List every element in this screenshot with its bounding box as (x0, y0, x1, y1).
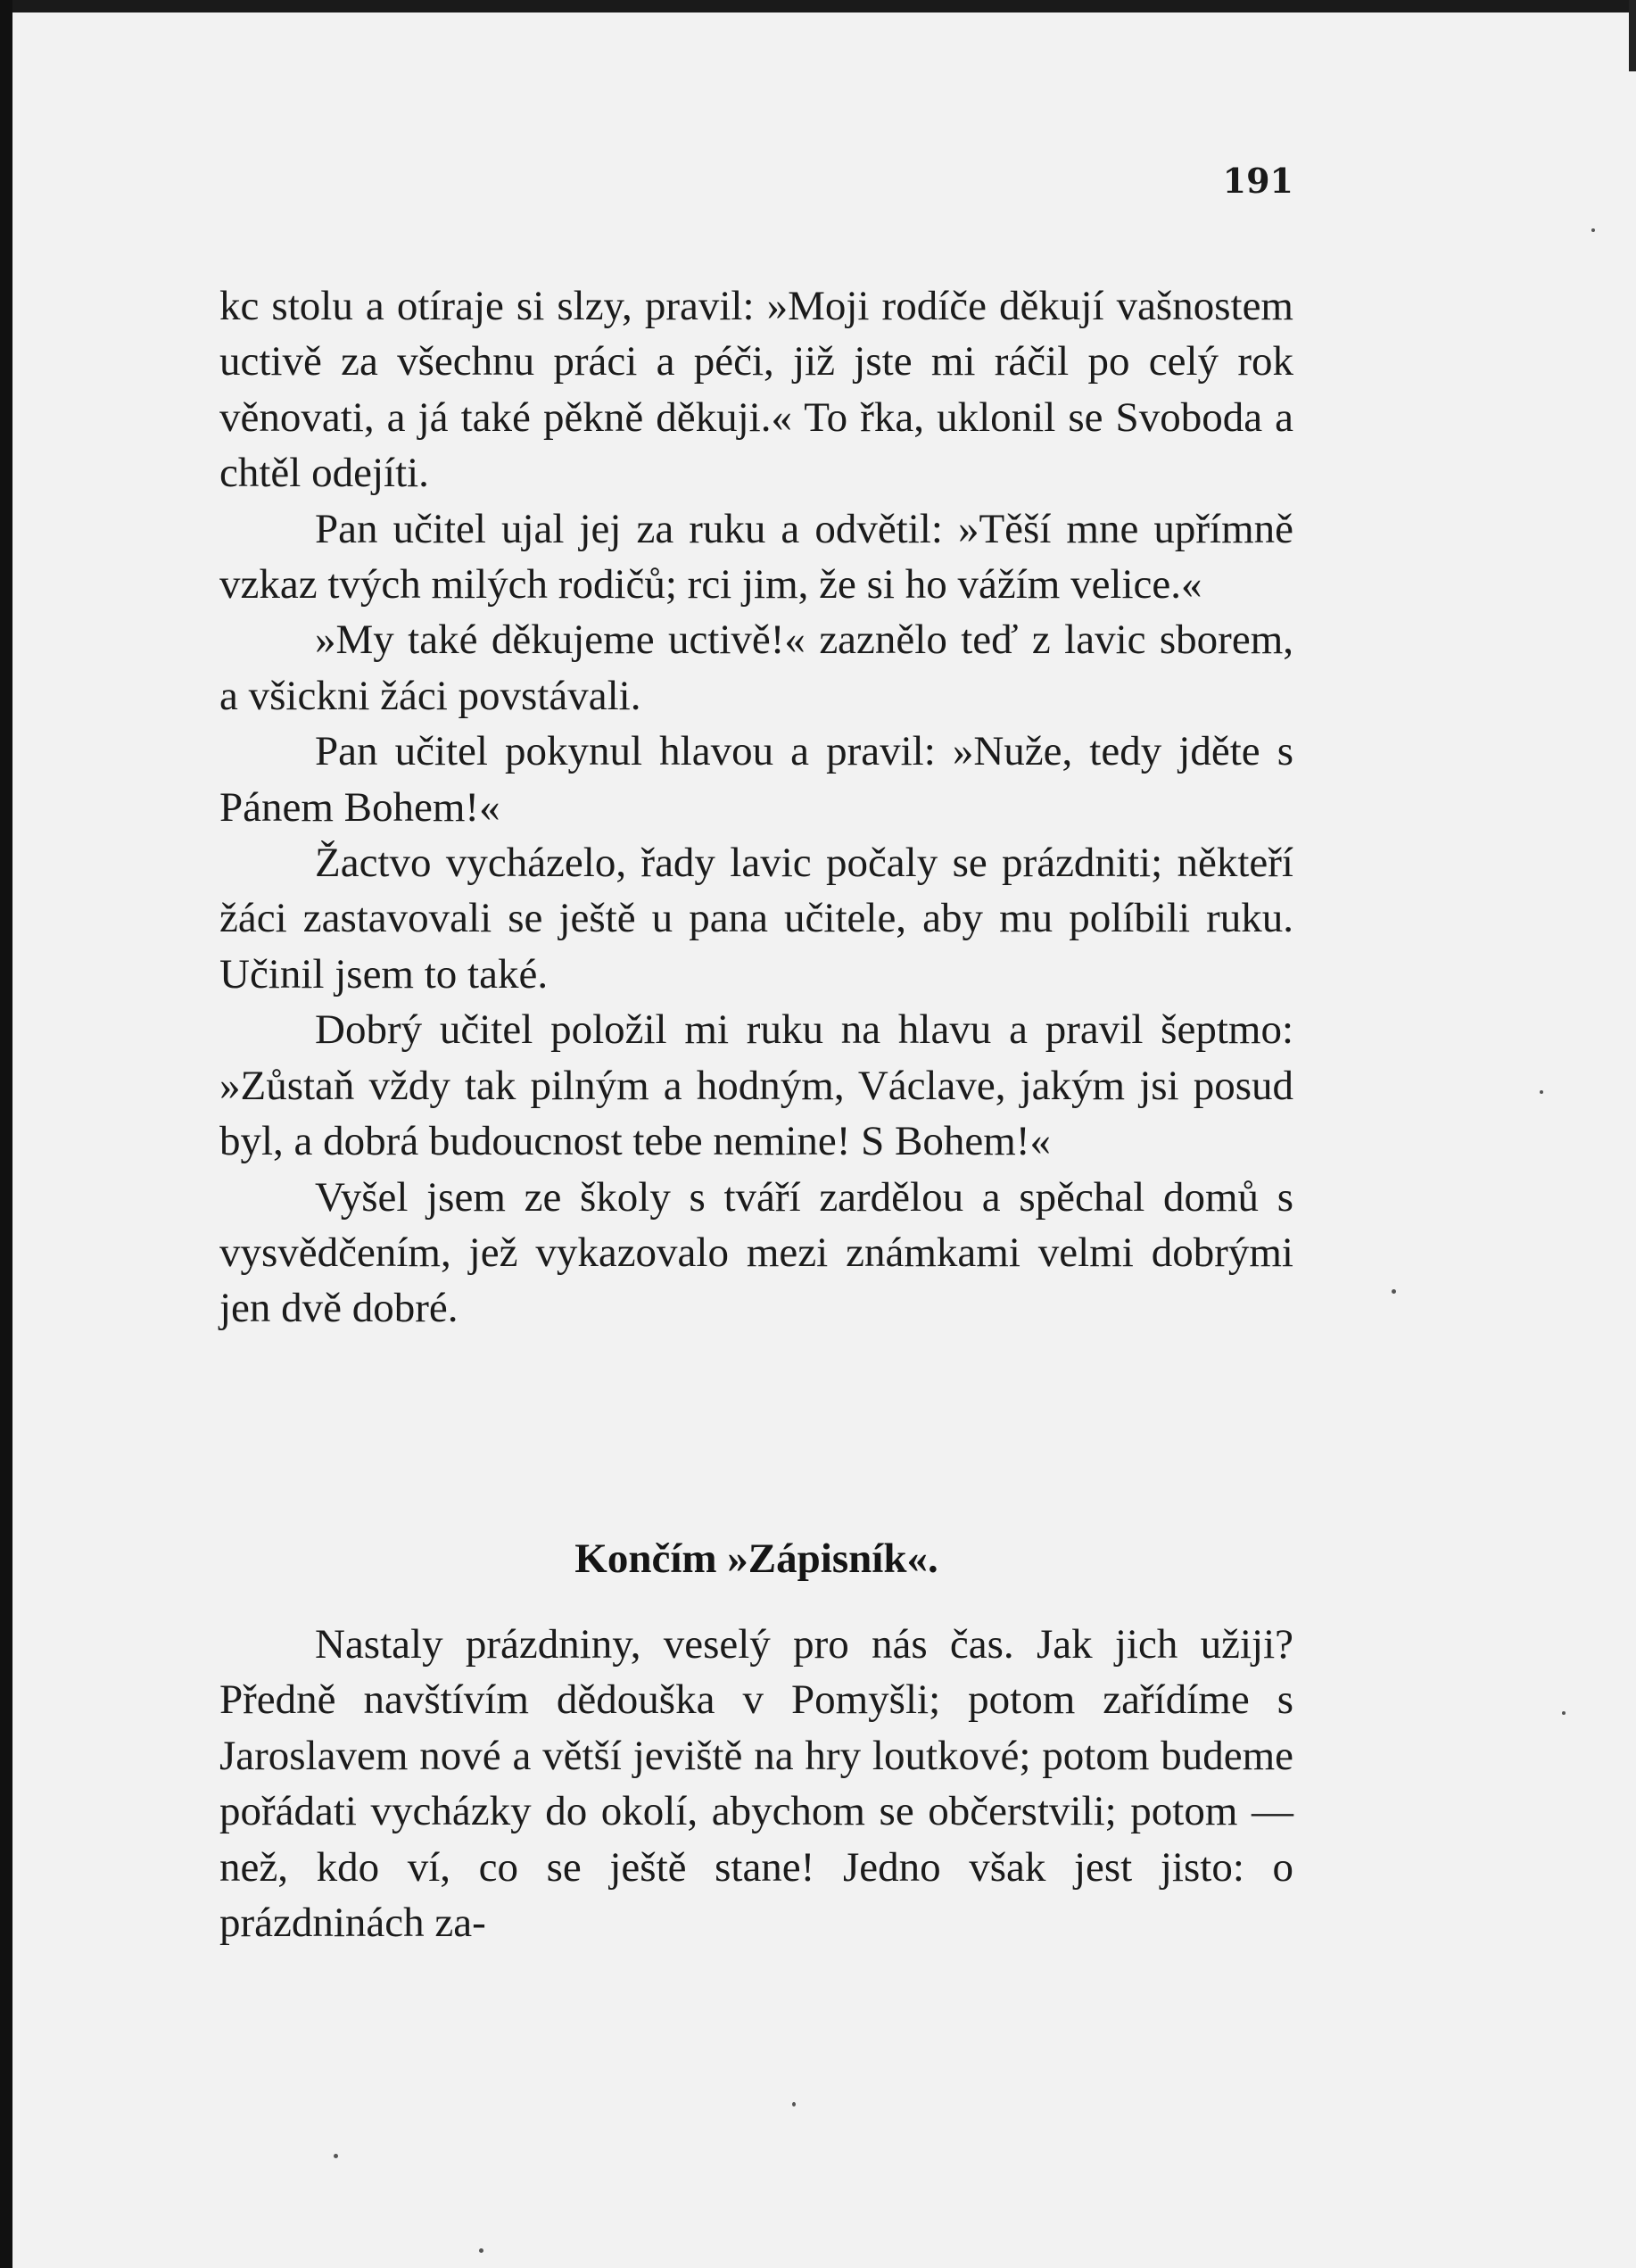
paragraph: Nastaly prázdniny, veselý pro nás čas. Jak jich užiji? Předně navštívím dědouška v Pomyšli; potom zařídíme s Jaroslavem nové a větší jeviště na hry loutkové; potom budeme pořádati vycházky do okolí, abychom se občerstvili; potom — než, kdo ví, co se ještě stane! Jedno však jest jisto: o prázdninách za- (219, 1621, 1293, 1947)
paragraph: Pan učitel pokynul hlavou a pravil: »Nuže, tedy jděte s Pánem Bohem!« (219, 728, 1293, 831)
scan-speck (479, 2248, 483, 2253)
paragraph: Pan učitel ujal jej za ruku a odvětil: »Těší mne upřímně vzkaz tvých milých rodičů; rci jim, že si ho vážím velice.« (219, 505, 1293, 608)
paragraph: »My také děkujeme uctivě!« zaznělo teď z lavic sborem, a všickni žáci povstávali. (219, 617, 1293, 719)
paragraph: Vyšel jsem ze školy s tváří zardělou a spěchal domů s vysvědčením, jež vykazovalo mezi známkami velmi dobrými jen dvě dobré. (219, 1173, 1293, 1332)
scan-speck (1392, 1289, 1396, 1294)
scan-speck (1591, 228, 1595, 232)
scan-speck (334, 2154, 338, 2158)
scan-edge-top (0, 0, 1636, 12)
page-number: 191 (1222, 161, 1293, 201)
paragraph: kc stolu a otíraje si slzy, pravil: »Moji rodíče děkují vašnostem uctivě za všechnu práci a péči, již jste mi ráčil po celý rok věnovati, a já také pěkně děkuji.« To řka, uklonil se Svoboda a chtěl odejíti. (219, 283, 1293, 497)
paragraph: Žactvo vycházelo, řady lavic počaly se prázdniti; někteří žáci zastavovali se ještě u pana učitele, aby mu políbili ruku. Učinil jsem to také. (219, 840, 1293, 997)
scan-edge-right (1629, 0, 1636, 71)
scan-speck (792, 2102, 796, 2107)
paragraph: Dobrý učitel položil mi ruku na hlavu a pravil šeptmo: »Zůstaň vždy tak pilným a hodným, Václave, jakým jsi posud byl, a dobrá budoucnost tebe nemine! S Bohem!« (219, 1006, 1293, 1165)
section-heading: Končím »Zápisník«. (574, 1535, 938, 1582)
scan-speck (1540, 1090, 1543, 1094)
body-text-bottom (219, 1617, 1293, 1950)
scan-edge-left (0, 0, 12, 2268)
body-text-top (219, 278, 1293, 1337)
scan-speck (1562, 1711, 1566, 1715)
